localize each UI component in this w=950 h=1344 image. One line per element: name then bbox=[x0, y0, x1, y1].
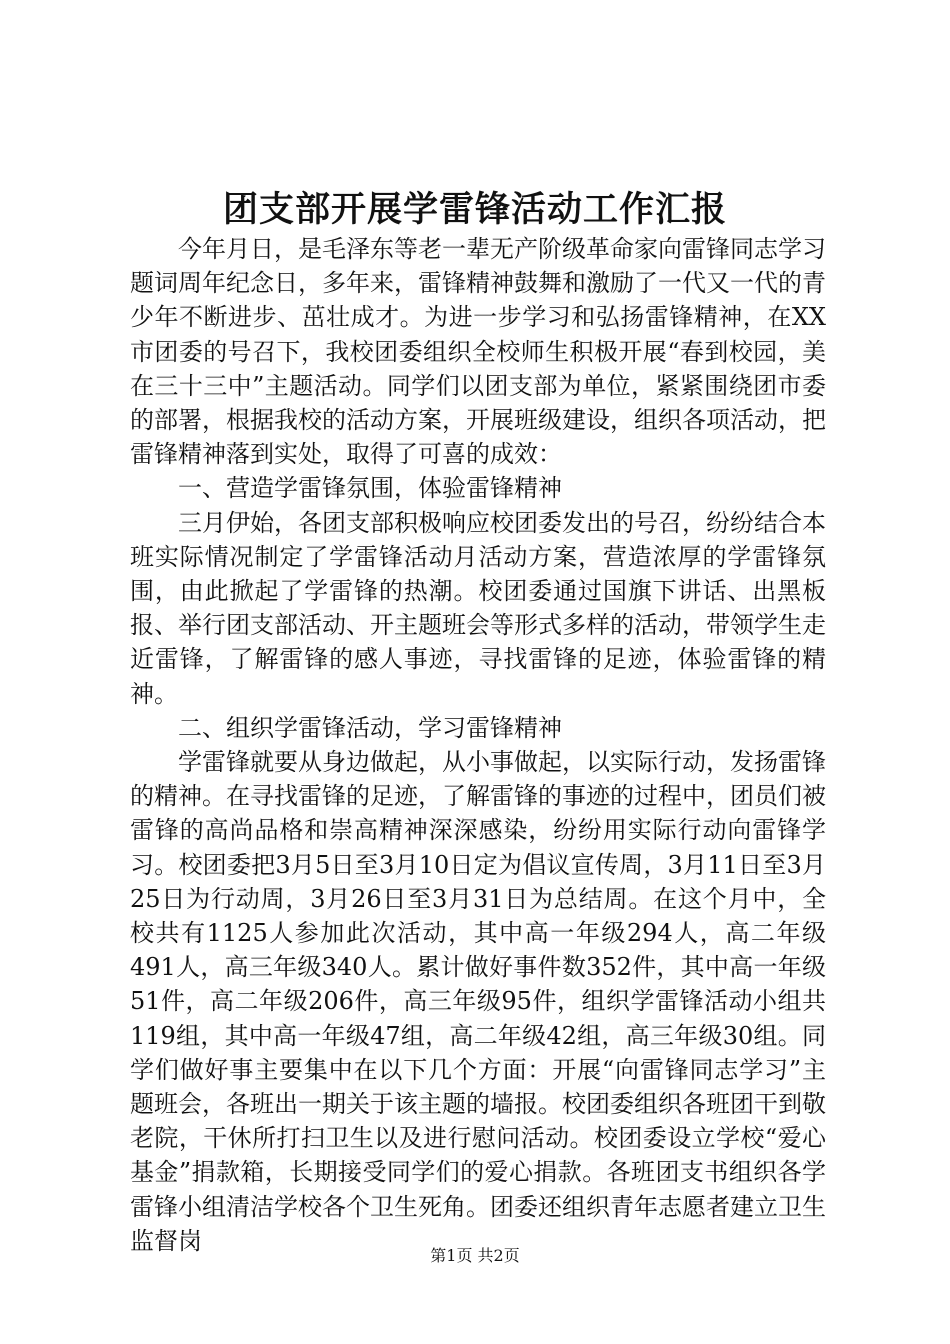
document-body bbox=[130, 232, 826, 1258]
document-title: 团支部开展学雷锋活动工作汇报 bbox=[222, 189, 727, 230]
paragraph-intro: 今年月日，是毛泽东等老一辈无产阶级革命家向雷锋同志学习题词周年纪念日，多年来，雷锋精神鼓舞和激励了一代又一代的青少年不断进步、茁壮成才。为进一步学习和弘扬雷锋精神，在XX市团委的号召下，我校团委组织全校师生积极开展“春到校园，美在三十三中”主题活动。同学们以团支部为单位，紧紧围绕团市委的部署，根据我校的活动方案，开展班级建设，组织各项活动，把雷锋精神落到实处，取得了可喜的成效： bbox=[130, 235, 826, 469]
page-footer: 第1页 共2页 bbox=[430, 1246, 520, 1265]
paragraph-section-1: 三月伊始，各团支部积极响应校团委发出的号召，纷纷结合本班实际情况制定了学雷锋活动月活动方案，营造浓厚的学雷锋氛围，由此掀起了学雷锋的热潮。校团委通过国旗下讲话、出黑板报、举行团支部活动、开主题班会等形式多样的活动，带领学生走近雷锋，了解雷锋的感人事迹，寻找雷锋的足迹，体验雷锋的精神。 bbox=[130, 508, 826, 708]
paragraph-section-2: 学雷锋就要从身边做起，从小事做起，以实际行动，发扬雷锋的精神。在寻找雷锋的足迹，了解雷锋的事迹的过程中，团员们被雷锋的高尚品格和崇高精神深深感染，纷纷用实际行动向雷锋学习。校团委把3月5日至3月10日定为倡议宣传周，3月11日至3月25日为行动周，3月26日至3月31日为总结周。在这个月中，全校共有1125人参加此次活动，其中高一年级294人，高二年级491人，高三年级340人。累计做好事件数352件，其中高一年级51件，高二年级206件，高三年级95件，组织学雷锋活动小组共119组，其中高一年级47组，高二年级42组，高三年级30组。同学们做好事主要集中在以下几个方面：开展“向雷锋同志学习”主题班会，各班出一期关于该主题的墙报。校团委组织各班团干到敬老院，干休所打扫卫生以及进行慰问活动。校团委设立学校“爱心基金”捐款箱，长期接受同学们的爱心捐款。各班团支书组织各学雷锋小组清洁学校各个卫生死角。团委还组织青年志愿者建立卫生监督岗 bbox=[130, 748, 826, 1255]
section-heading-2: 二、组织学雷锋活动，学习雷锋精神 bbox=[178, 713, 562, 742]
section-heading-1: 一、营造学雷锋氛围，体验雷锋精神 bbox=[178, 474, 562, 503]
